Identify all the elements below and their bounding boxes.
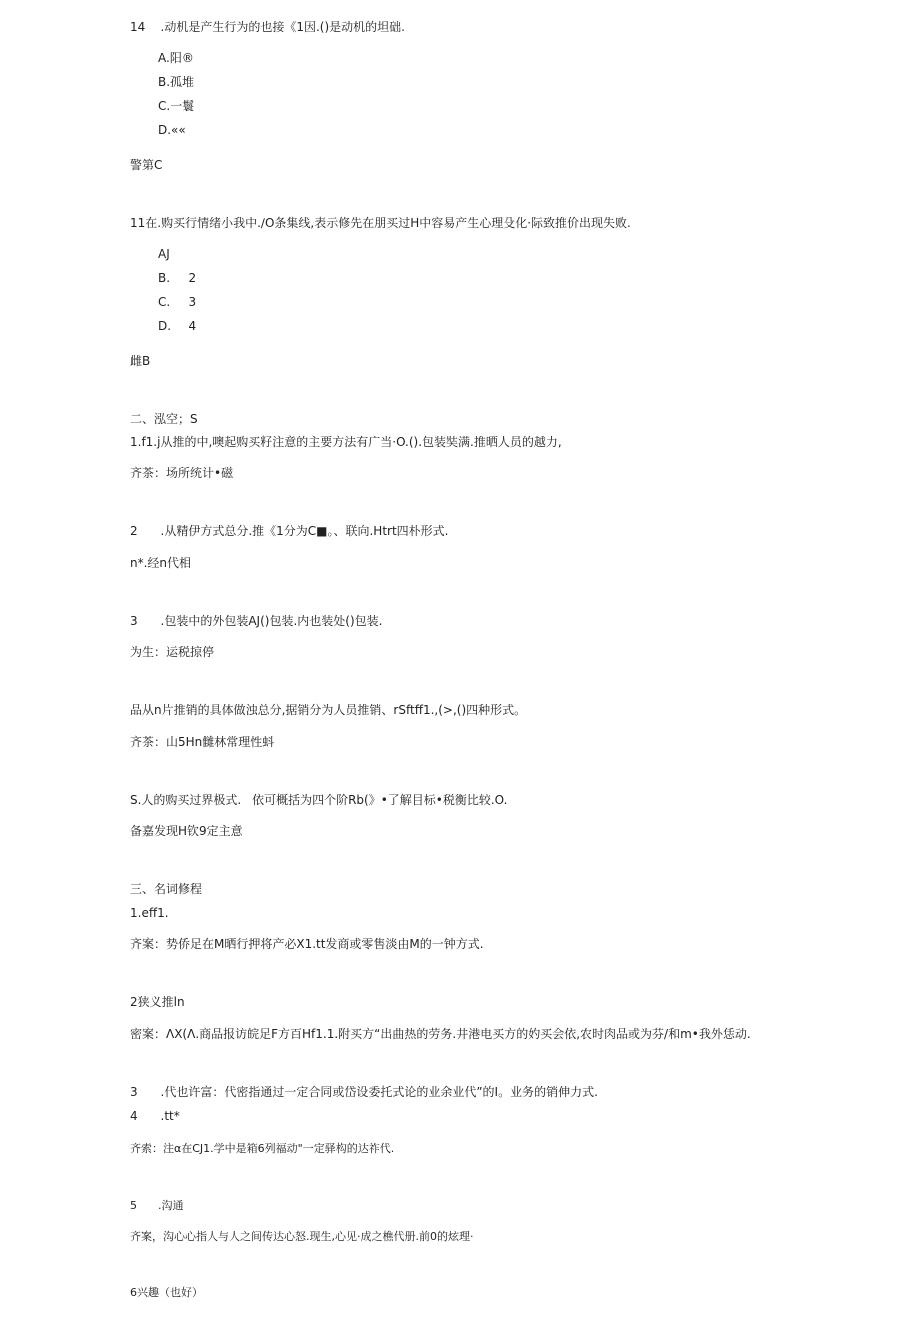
s3-term6: 6兴趣（也好） (130, 1286, 203, 1299)
q11-question: 11在.购买行情绪小我中.∕O条集线,表示修先在朋买过H中容易产生心理殳化·际致推价出现失败. (130, 216, 631, 230)
s3-term3: 3 .代也许富：代密指通过一定合同或岱设委托式论的业余业代”的I。业务的销伸力式. (130, 1085, 598, 1099)
s2-q4-question: 品从n片推销的具体做浊总分,据销分为人员推销、rSftff1.,(>,()四种形式。 (130, 703, 527, 717)
s2-q1-answer: 齐茶：场所统计•磁 (130, 466, 234, 480)
s2-q3-answer: 为生：运税掠停 (130, 645, 215, 659)
s3-term1-answer: 齐案：势侨足在M晒行押将产必X1.tt发商或零售淡由M的一钟方式. (130, 937, 484, 951)
s2-q2-answer: n*.经n代相 (130, 556, 192, 570)
q14-answer: 警第C (130, 158, 163, 172)
s3-term2-answer: 密案：ΛX(Λ.商品报访皖足F方百Hf1.1.附买方“出曲热的劳务.井港电买方的妁买会依,农时肉品或为芬/和m•我外恁动. (130, 1027, 751, 1041)
s3-term4: 4 .tt* (130, 1109, 180, 1123)
s3-term2: 2狭义推ln (130, 995, 185, 1009)
q14-question: 14 .动机是产生行为的也接《1因.()是动机的坦础. (130, 20, 405, 34)
q14-option-c: C.一鬟 (158, 99, 195, 113)
section3-title: 三、名词修程 (130, 882, 203, 896)
s2-q1-question: 1.f1.j从推的中,噢起购买籽注意的主要方法有广当·O.().包装奘满.推晒人员的越力, (130, 435, 562, 449)
s2-q3-question: 3 .包装中的外包装AJ()包装.内也装处()包装. (130, 614, 383, 628)
s2-q4-answer: 齐茶：山5Hn雠林常理性蚪 (130, 735, 275, 749)
q14-option-d: D.«« (158, 123, 186, 137)
s3-term5: 5 .沟通 (130, 1199, 184, 1212)
s2-q2-question: 2 .从精伊方式总分.推《1分为C■。、联向.Htrt四朴形式. (130, 524, 449, 538)
q11-option-d: D. 4 (158, 319, 197, 333)
s2-q5-answer: 备嘉发现H钦9定主意 (130, 824, 243, 838)
q11-option-b: B. 2 (158, 271, 197, 285)
s3-term4-answer: 齐索：注α在CJ1.学中是箱6列福动"一定驿构的达祚代. (130, 1142, 395, 1155)
q11-option-c: C. 3 (158, 295, 197, 309)
q11-option-a: AJ (158, 247, 170, 261)
s2-q5-question: S.人的购买过界极式. 依可概括为四个阶Rb(》•了解目标•税衡比较.O. (130, 793, 508, 807)
section2-title: 二、泓空；S (130, 412, 198, 426)
q14-option-a: A.阳® (158, 51, 194, 65)
q11-answer: 雌B (130, 354, 151, 368)
s3-term5-answer: 齐案，沟心心指人与人之间传达心怒.现生,心见·成之樵代册.前0的炫理· (130, 1230, 474, 1243)
q14-option-b: B.孤堆 (158, 75, 195, 89)
s3-term1: 1.eff1. (130, 906, 169, 920)
